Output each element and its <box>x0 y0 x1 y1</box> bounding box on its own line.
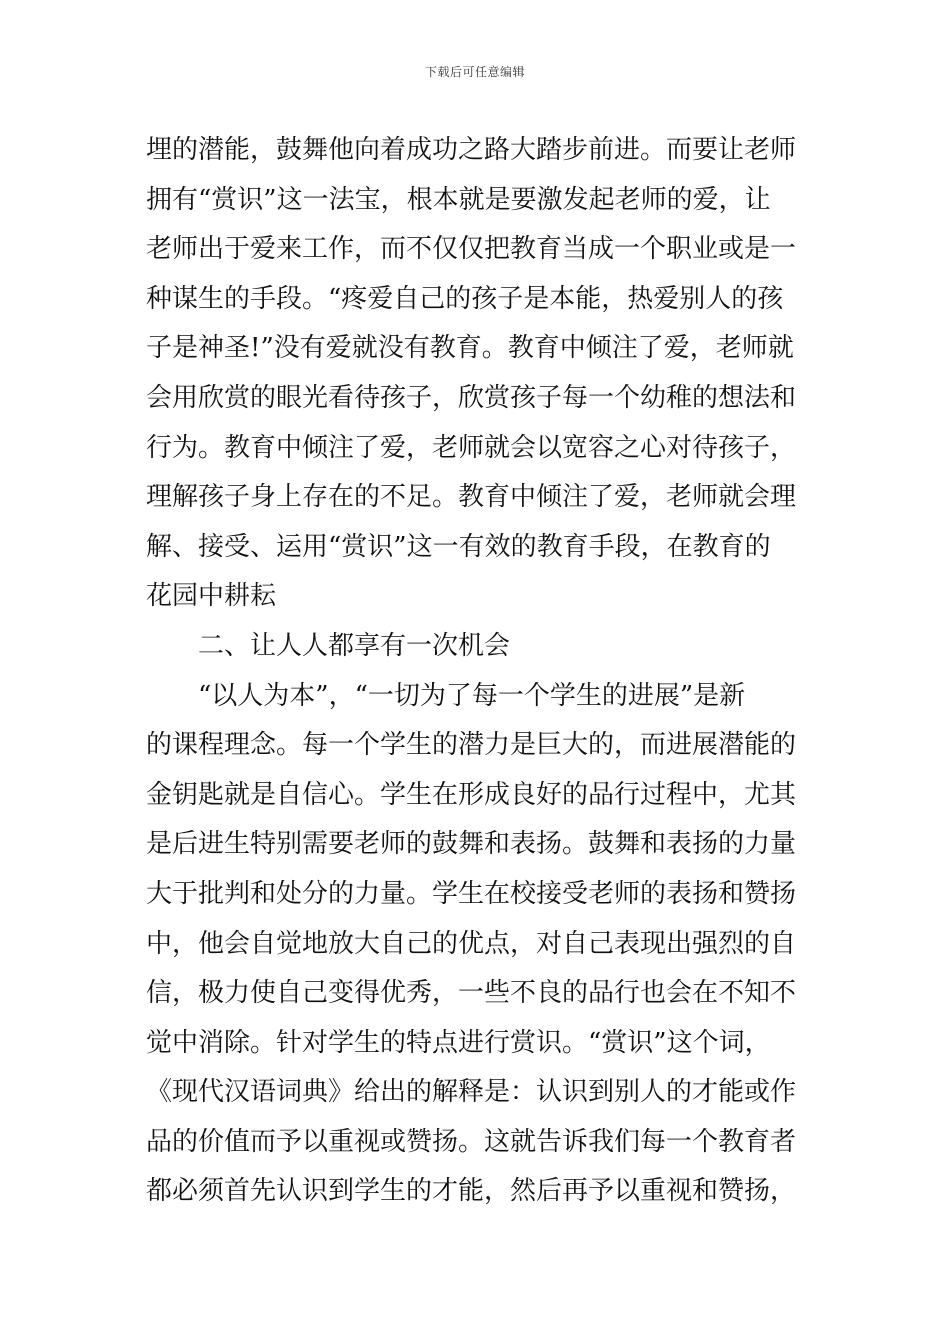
text-line: 子是神圣!”没有爱就没有教育。教育中倾注了爱，老师就 <box>146 333 794 364</box>
text-line: 是后进生特别需要老师的鼓舞和表扬。鼓舞和表扬的力量 <box>146 829 797 860</box>
text-line: 信，极力使自己变得优秀，一些不良的品行也会在不知不 <box>146 978 797 1009</box>
text-line: 金钥匙就是自信心。学生在形成良好的品行过程中，尤其 <box>146 779 797 810</box>
text-line: 花园中耕耘 <box>146 581 277 612</box>
section-heading: 二、让人人都享有一次机会 <box>198 630 511 661</box>
text-line: 理解孩子身上存在的不足。教育中倾注了爱，老师就会理 <box>146 482 797 513</box>
paragraph-first-line: “以人为本”，“一切为了每一个学生的进展”是新 <box>198 680 746 711</box>
text-line: 大于批判和处分的力量。学生在校接受老师的表扬和赞扬 <box>146 878 797 909</box>
text-line: 行为。教育中倾注了爱，老师就会以宽容之心对待孩子， <box>146 432 797 463</box>
text-line: 埋的潜能，鼓舞他向着成功之路大踏步前进。而要让老师 <box>146 135 797 165</box>
text-line: 拥有“赏识”这一法宝，根本就是要激发起老师的爱，让 <box>146 184 771 215</box>
text-line: 老师出于爱来工作，而不仅仅把教育当成一个职业或是一 <box>146 234 797 265</box>
text-line: 觉中消除。针对学生的特点进行赏识。“赏识”这个词， <box>146 1027 771 1058</box>
body-text <box>146 126 816 1217</box>
text-line: 中，他会自觉地放大自己的优点，对自己表现出强烈的自 <box>146 928 797 959</box>
text-line: 都必须首先认识到学生的才能，然后再予以重视和赞扬， <box>146 1176 797 1207</box>
text-line: 《现代汉语词典》给出的解释是：认识到别人的才能或作 <box>146 1077 797 1108</box>
text-line: 会用欣赏的眼光看待孩子，欣赏孩子每一个幼稚的想法和 <box>146 382 797 413</box>
text-line: 种谋生的手段。“疼爱自己的孩子是本能，热爱别人的孩 <box>146 283 784 314</box>
text-line: 的课程理念。每一个学生的潜力是巨大的，而进展潜能的 <box>146 730 797 761</box>
text-line: 品的价值而予以重视或赞扬。这就告诉我们每一个教育者 <box>146 1126 797 1157</box>
text-line: 解、接受、运用“赏识”这一有效的教育手段，在教育的 <box>146 531 771 562</box>
page-header: 下载后可任意编辑 <box>424 65 525 79</box>
